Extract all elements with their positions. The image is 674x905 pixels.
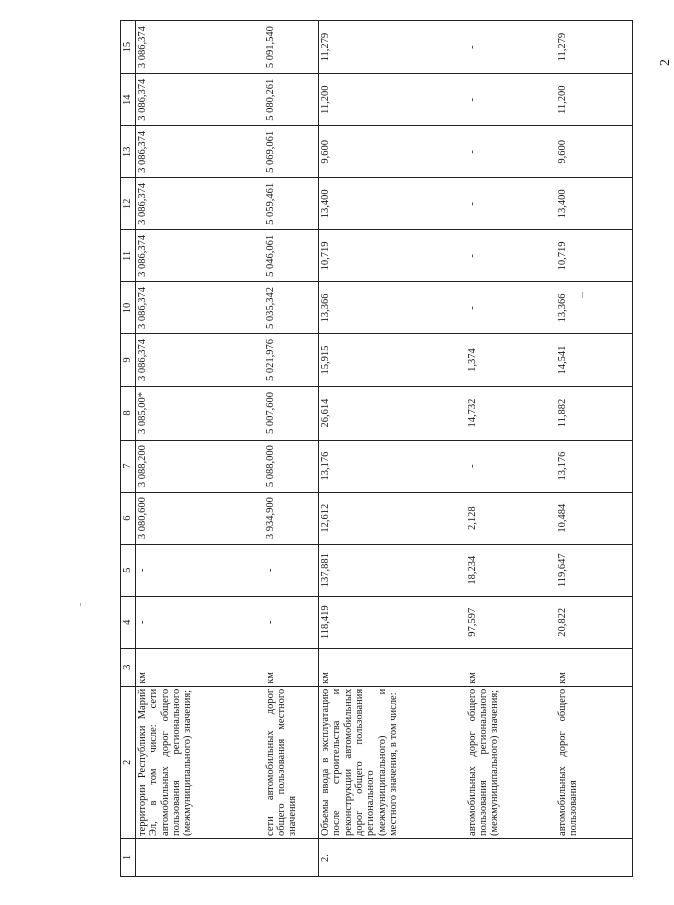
value-cell: 3 086,374: [136, 74, 264, 126]
value-cell: -: [466, 21, 556, 74]
indicator-label: Объемы ввода в эксплуатацию после строительства и реконструкции автомобильных дорог общего пользования регионального (межмуниципального) и местного значения, в том числе:: [319, 686, 466, 838]
table-row: [466, 21, 556, 877]
indicator-label: автомобильных дорог общего пользования: [556, 686, 633, 838]
column-number-15: 15: [121, 21, 136, 74]
row-number: [264, 838, 319, 876]
value-cell: 13,176: [319, 440, 466, 492]
column-number-11: 11: [121, 230, 136, 282]
table-row: [136, 21, 264, 877]
value-cell: 1,374: [466, 334, 556, 386]
value-cell: 118,419: [319, 596, 466, 648]
column-number-12: 12: [121, 178, 136, 230]
value-cell: 97,597: [466, 596, 556, 648]
table-row: [319, 21, 466, 877]
value-cell: 10,484: [556, 492, 633, 544]
value-cell: 3 086,374: [136, 21, 264, 74]
indicator-label: автомобильных дорог общего пользования регионального (межмуниципального) значения;: [466, 686, 556, 838]
column-number-3: 3: [121, 648, 136, 686]
value-cell: 18,234: [466, 544, 556, 596]
value-cell: 14,541: [556, 334, 633, 386]
column-number-row: [121, 21, 136, 877]
value-cell: 3 086,374: [136, 282, 264, 334]
value-cell: 11,882: [556, 386, 633, 440]
value-cell: 12,612: [319, 492, 466, 544]
column-number-7: 7: [121, 440, 136, 492]
column-number-6: 6: [121, 492, 136, 544]
value-cell: 13,366: [319, 282, 466, 334]
column-number-9: 9: [121, 334, 136, 386]
value-cell: 5 091,540: [264, 21, 319, 74]
value-cell: 3 086,374: [136, 230, 264, 282]
value-cell: -: [466, 74, 556, 126]
value-cell: 5 059,461: [264, 178, 319, 230]
value-cell: 3 085,00*: [136, 386, 264, 440]
value-cell: 3 934,900: [264, 492, 319, 544]
column-number-1: 1: [121, 838, 136, 876]
value-cell: 9,600: [319, 126, 466, 178]
value-cell: 5 007,600: [264, 386, 319, 440]
indicators-table: [120, 20, 633, 877]
value-cell: 10,719: [319, 230, 466, 282]
value-cell: 5 069,061: [264, 126, 319, 178]
table-row: [264, 21, 319, 877]
value-cell: 137,881: [319, 544, 466, 596]
value-cell: 5 080,261: [264, 74, 319, 126]
value-cell: 26,614: [319, 386, 466, 440]
value-cell: -: [136, 596, 264, 648]
value-cell: -: [466, 230, 556, 282]
value-cell: 10,719: [556, 230, 633, 282]
value-cell: 3 088,200: [136, 440, 264, 492]
value-cell: -: [136, 544, 264, 596]
table-row: [556, 21, 633, 877]
value-cell: 5 021,976: [264, 334, 319, 386]
unit-cell: км: [264, 648, 319, 686]
value-cell: 3 086,374: [136, 334, 264, 386]
value-cell: 9,600: [556, 126, 633, 178]
value-cell: 11,279: [556, 21, 633, 74]
unit-cell: км: [466, 648, 556, 686]
value-cell: 15,915: [319, 334, 466, 386]
indicator-label: территории Республики Марий Эл, в том числе: сети автомобильных дорог общего пользования регионального (межмуниципального) значения;: [136, 686, 264, 838]
value-cell: 11,200: [319, 74, 466, 126]
indicator-label: сети автомобильных дорог общего пользования местного значения: [264, 686, 319, 838]
unit-cell: км: [136, 648, 264, 686]
value-cell: -: [466, 126, 556, 178]
row-number: [556, 838, 633, 876]
value-cell: 11,279: [319, 21, 466, 74]
value-cell: 13,400: [556, 178, 633, 230]
page-number: 2: [658, 59, 673, 66]
value-cell: 20,822: [556, 596, 633, 648]
value-cell: -: [264, 596, 319, 648]
value-cell: 3 086,374: [136, 178, 264, 230]
value-cell: -: [466, 440, 556, 492]
value-cell: 5 088,000: [264, 440, 319, 492]
unit-cell: км: [319, 648, 466, 686]
value-cell: 5 046,061: [264, 230, 319, 282]
value-cell: -: [466, 178, 556, 230]
column-number-5: 5: [121, 544, 136, 596]
value-cell: -: [466, 282, 556, 334]
value-cell: 13,366: [556, 282, 633, 334]
value-cell: 3 086,374: [136, 126, 264, 178]
column-number-8: 8: [121, 386, 136, 440]
value-cell: 3 080,600: [136, 492, 264, 544]
value-cell: 119,647: [556, 544, 633, 596]
column-number-2: 2: [121, 686, 136, 838]
value-cell: 5 035,342: [264, 282, 319, 334]
column-number-14: 14: [121, 74, 136, 126]
row-number: [136, 838, 264, 876]
column-number-13: 13: [121, 126, 136, 178]
value-cell: 13,400: [319, 178, 466, 230]
value-cell: 2,128: [466, 492, 556, 544]
scan-speck: [582, 292, 583, 298]
row-number: [466, 838, 556, 876]
scan-speck: [80, 603, 81, 606]
rotated-table-container: [120, 20, 633, 877]
value-cell: 13,176: [556, 440, 633, 492]
value-cell: 14,732: [466, 386, 556, 440]
row-number: 2.: [319, 838, 466, 876]
column-number-10: 10: [121, 282, 136, 334]
unit-cell: км: [556, 648, 633, 686]
column-number-4: 4: [121, 596, 136, 648]
value-cell: -: [264, 544, 319, 596]
value-cell: 11,200: [556, 74, 633, 126]
